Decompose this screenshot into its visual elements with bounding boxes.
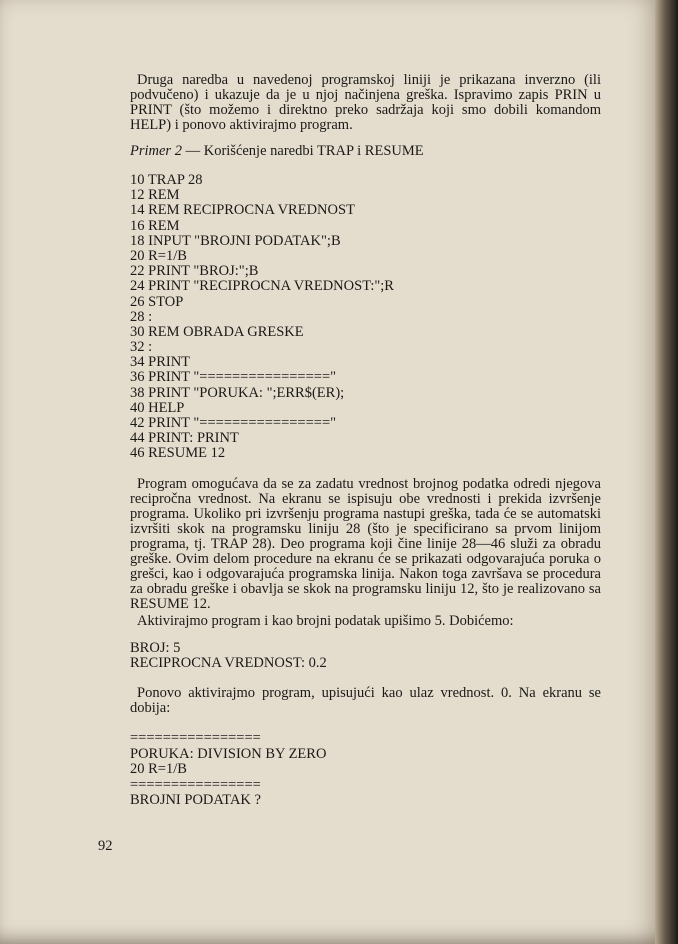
- code-line: 20 R=1/B: [130, 247, 187, 264]
- code-line: 42 PRINT "================": [130, 415, 337, 431]
- page-content: [130, 73, 601, 808]
- explanation-paragraph: Program omogućava da se za zadatu vrednost brojnog podatka odredi njegova recipročna vrednost. Na ekranu se ispisuju obe vrednosti i prekida izvršenje programa. Ukoliko pri izvršenju programa nastupi greška, tada će se automatski izvršiti skok na programsku liniju 28 (što je specificirano sa prvom linijom programa, tj. TRAP 28). Deo programa koji čine linije 28—46 služi za obradu greške. Ovim delom procedure na ekranu će se prikazati odgovarajuća poruka o grešci, kao i odgovarajuća programska linija. Nakon toga završava se procedura za obradu greške i obavlja se skok na programsku liniju 12, što je realizovano sa RESUME 12.: [130, 475, 601, 612]
- output-line: ================: [130, 776, 261, 793]
- code-line: 10 TRAP 28: [130, 172, 203, 188]
- page-number: 92: [98, 838, 113, 854]
- code-line: 28 :: [130, 308, 153, 325]
- code-line: 26 STOP: [130, 293, 184, 310]
- code-line: 40 HELP: [130, 399, 185, 416]
- output-line: BROJ: 5: [130, 639, 181, 656]
- program-listing: [130, 173, 601, 462]
- output-block-1: [130, 641, 601, 672]
- code-line: 16 REM: [130, 217, 180, 234]
- output-line: RECIPROCNA VREDNOST: 0.2: [130, 654, 327, 671]
- code-line: 46 RESUME 12: [130, 445, 226, 462]
- output-line: 20 R=1/B: [130, 761, 187, 778]
- code-line: 22 PRINT "BROJ:";B: [130, 263, 259, 280]
- rerun-paragraph: Ponovo aktivirajmo program, upisujući kao ulaz vrednost. 0. Na ekranu se dobija:: [130, 685, 601, 717]
- intro-paragraph: Druga naredba u navedenoj programskoj liniji je prikazana inverzno (ili podvučeno) i ukazuje da je u njoj načinjena greška. Ispravimo zapis PRIN u PRINT (što možemo i direktno preko sadržaja koji smo dobili komandom HELP) i ponovo aktivirajmo program.: [130, 72, 601, 133]
- book-spine-edge: [655, 0, 678, 944]
- example-caption: [130, 143, 601, 159]
- code-line: 44 PRINT: PRINT: [130, 430, 239, 447]
- example-label: Primer 2: [130, 143, 182, 159]
- code-line: 18 INPUT "BROJNI PODATAK";B: [130, 232, 341, 249]
- output-line: BROJNI PODATAK ?: [130, 792, 261, 808]
- run-paragraph: Aktivirajmo program i kao brojni podatak upišimo 5. Dobićemo:: [137, 612, 514, 629]
- code-line: 30 REM OBRADA GRESKE: [130, 323, 304, 340]
- code-line: 32 :: [130, 339, 153, 356]
- code-line: 14 REM RECIPROCNA VREDNOST: [130, 202, 355, 219]
- code-line: 36 PRINT "================": [130, 369, 337, 386]
- code-line: 24 PRINT "RECIPROCNA VREDNOST:";R: [130, 278, 394, 295]
- output-line: PORUKA: DIVISION BY ZERO: [130, 745, 327, 762]
- output-block-2: [130, 731, 601, 808]
- code-line: 12 REM: [130, 187, 180, 204]
- code-line: 34 PRINT: [130, 354, 191, 371]
- output-line: ================: [130, 730, 261, 747]
- code-line: 38 PRINT "PORUKA: ";ERR$(ER);: [130, 384, 345, 401]
- example-title: — Korišćenje naredbi TRAP i RESUME: [185, 143, 424, 159]
